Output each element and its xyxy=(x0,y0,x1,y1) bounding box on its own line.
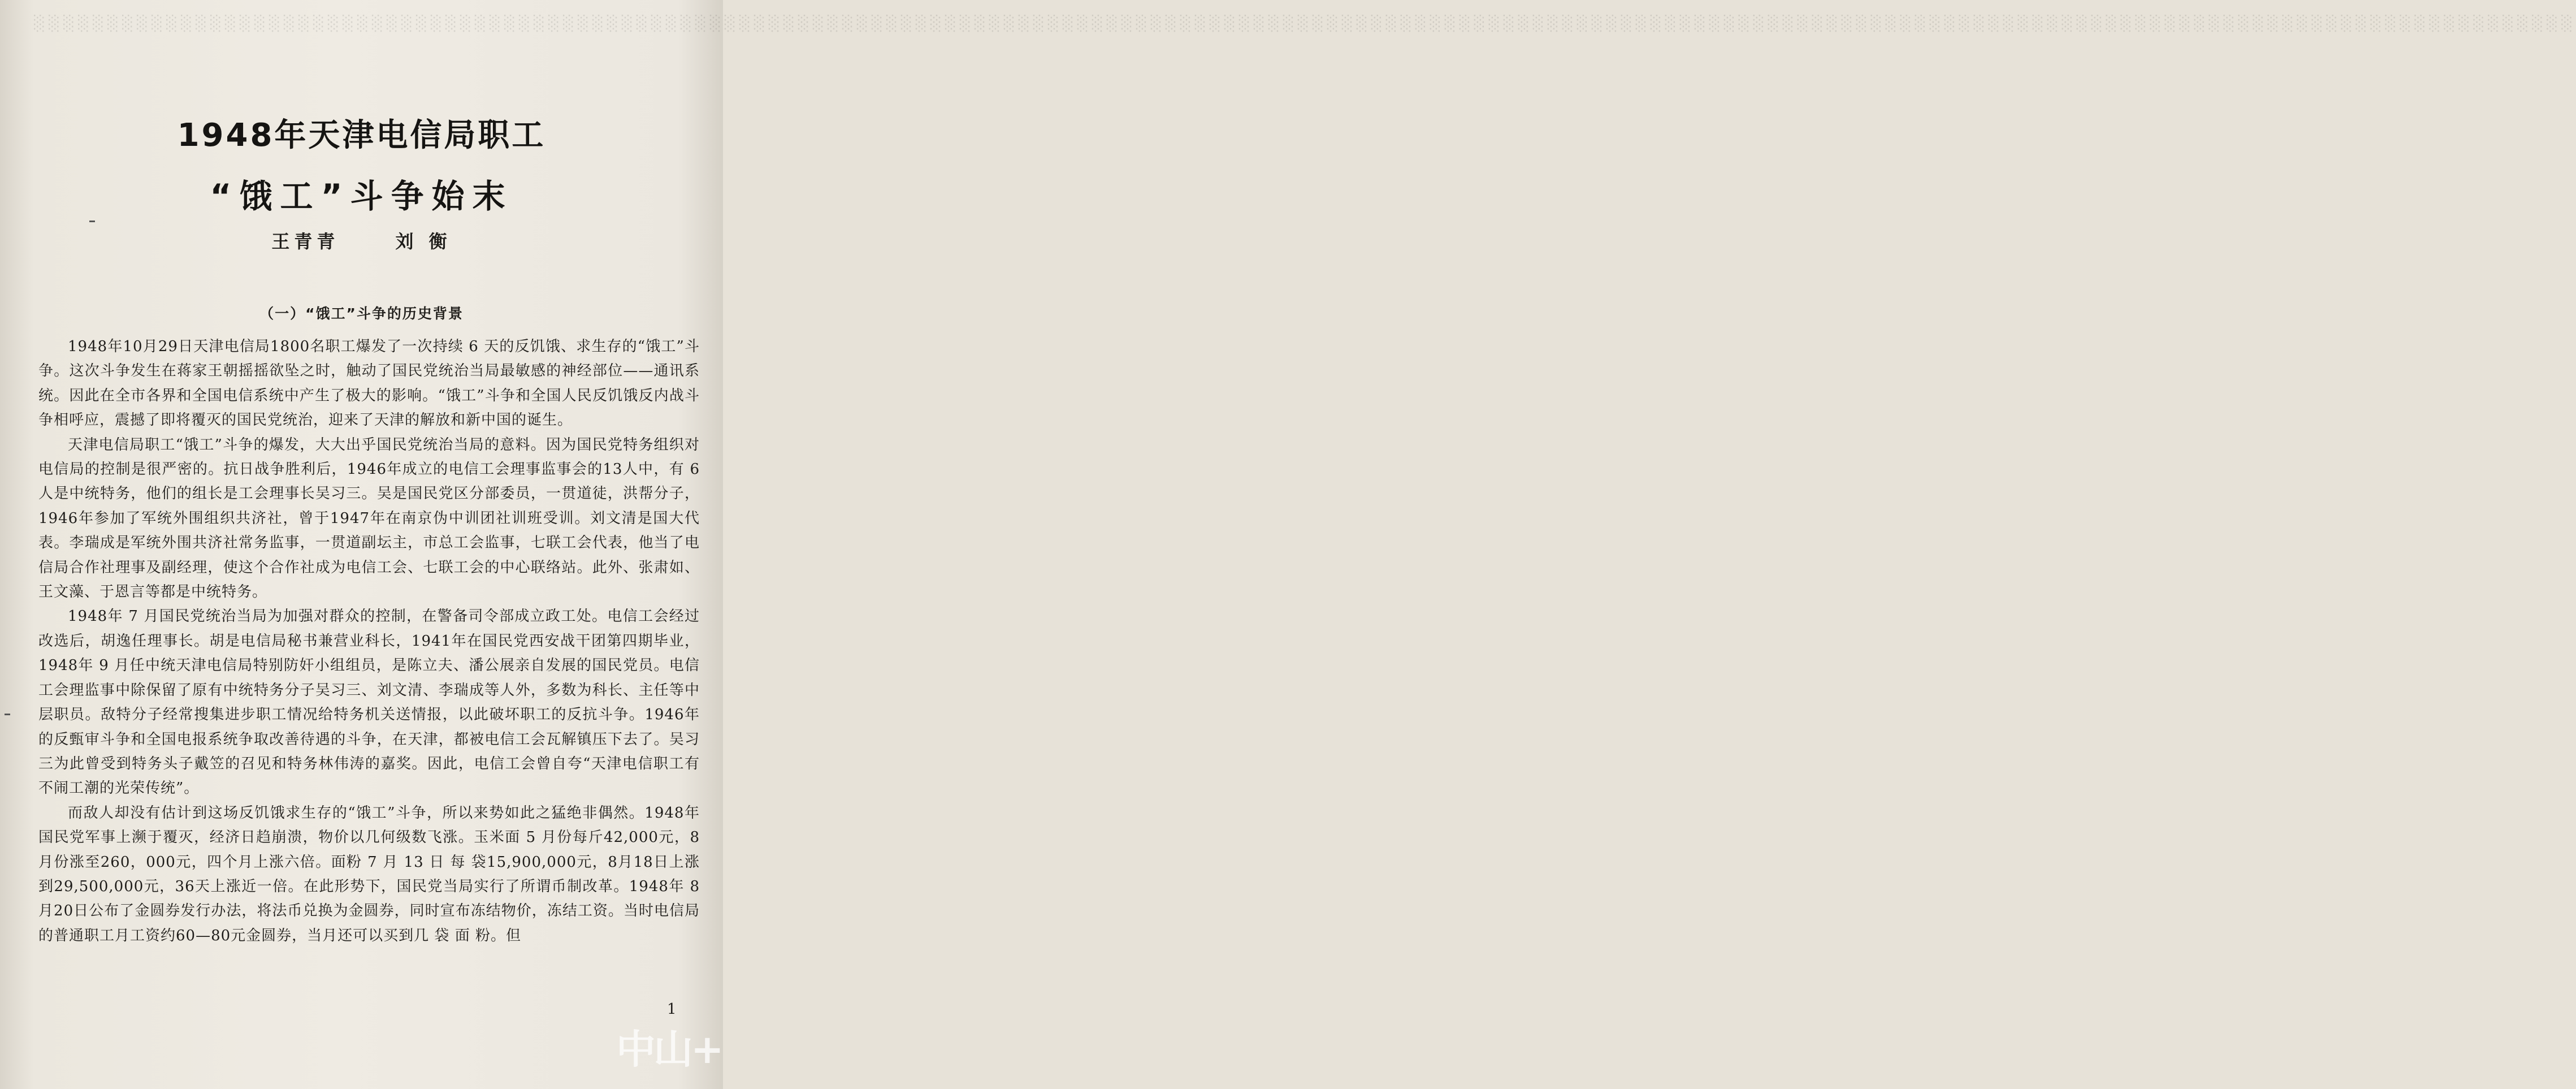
print-mark xyxy=(89,221,95,222)
paragraph-1: 1948年10月29日天津电信局1800名职工爆发了一次持续 6 天的反饥饿、求生存的“饿工”斗争。这次斗争发生在蒋家王朝摇摇欲坠之时，触动了国民党统治当局最敏感的神经部位——通讯系统。因此在全市各界和全国电信系统中产生了极大的影响。“饿工”斗争和全国人民反饥饿反内战斗争相呼应，震撼了即将覆灭的国民党统治，迎来了天津的解放和新中国的诞生。 xyxy=(38,338,700,429)
page-number: 1 xyxy=(667,1001,677,1018)
paragraph-3: 1948年 7 月国民党统治当局为加强对群众的控制，在警备司令部成立政工处。电信工会经过改选后，胡逸任理事长。胡是电信局秘书兼营业科长，1941年在国民党西安战干团第四期毕业，1948年 9 月任中统天津电信局特别防奸小组组员，是陈立夫、潘公展亲自发展的国民党员。电信工会理监事中除保留了原有中统特务分子吴习三、刘文清、李瑞成等人外，多数为科长、主任等中层职员。敌特分子经常搜集进步职工情况给特务机关送情报，以此破坏职工的反抗斗争。1946年的反甄审斗争和全国电报系统争取改善待遇的斗争，在天津，都被电信工会瓦解镇压下去了。吴习三为此曾受到特务头子戴笠的召见和特务林伟涛的嘉奖。因此，电信工会曾自夸“天津电信职工有不闹工潮的光荣传统”。 xyxy=(38,608,700,797)
margin-mark xyxy=(5,714,10,715)
title-line-2: “饿工”斗争始末 xyxy=(210,177,513,215)
authors xyxy=(0,227,723,253)
paragraph-2: 天津电信局职工“饿工”斗争的爆发，大大出乎国民党统治当局的意料。因为国民党特务组织对电信局的控制是很严密的。抗日战争胜利后，1946年成立的电信工会理事监事会的13人中，有 6 人是中统特务，他们的组长是工会理事长吴习三。吴是国民党区分部委员，一贯道徒，洪帮分子，1946年参加了军统外围组织共济社，曾于1947年在南京伪中训团社训班受训。刘文清是国大代表。李瑞成是军统外围共济社常务监事，一贯道副坛主，市总工会监事，七联工会代表，他当了电信局合作社理事及副经理，使这个合作社成为电信工会、七联工会的中心联络站。此外、张肃如、王文藻、于恩言等都是中统特务。 xyxy=(38,436,700,601)
title-line-1: 1948年天津电信局职工 xyxy=(177,117,546,154)
bleed-through-text: ░░░░░░░░░░░░░░░░░░░░░░░░░░░░░░░░░░░░░░░░░░░░░░░░░░░░░░░░░░░░░░░░░░░░░░░░░░░░░░░░░░░░░░░░░░░░░░░░░░░░░░░░░░░░░░░░░░░░░░░░░░░░░░░░░░░░░░░░░░░░░░░░░░░░░░░░░░░░░░░░░░░░░░░░░░░░░ xyxy=(34,15,2576,32)
section-heading: （一）“饿工”斗争的历史背景 xyxy=(259,305,464,322)
paragraph-4: 而敌人却没有估计到这场反饥饿求生存的“饿工”斗争，所以来势如此之猛绝非偶然。1948年国民党军事上濒于覆灭，经济日趋崩溃，物价以几何级数飞涨。玉米面 5 月份每斤42,000元，8 月份涨至260，000元，四个月上涨六倍。面粉 7 月 13 日 每 袋15,900,000元，8月18日上涨到29,500,000元，36天上涨近一倍。在此形势下，国民党当局实行了所谓币制改革。1948年 8 月20日公布了金圆券发行办法，将法币兑换为金圆券，同时宣布冻结物价，冻结工资。当时电信局的普通职工月工资约60—80元金圆券，当月还可以买到几 袋 面 粉。但 xyxy=(38,804,700,944)
author-2: 刘 衡 xyxy=(395,231,452,252)
watermark-logo: 中山+ xyxy=(616,1026,722,1073)
author-1: 王青青 xyxy=(271,231,340,252)
article-body xyxy=(38,335,700,948)
